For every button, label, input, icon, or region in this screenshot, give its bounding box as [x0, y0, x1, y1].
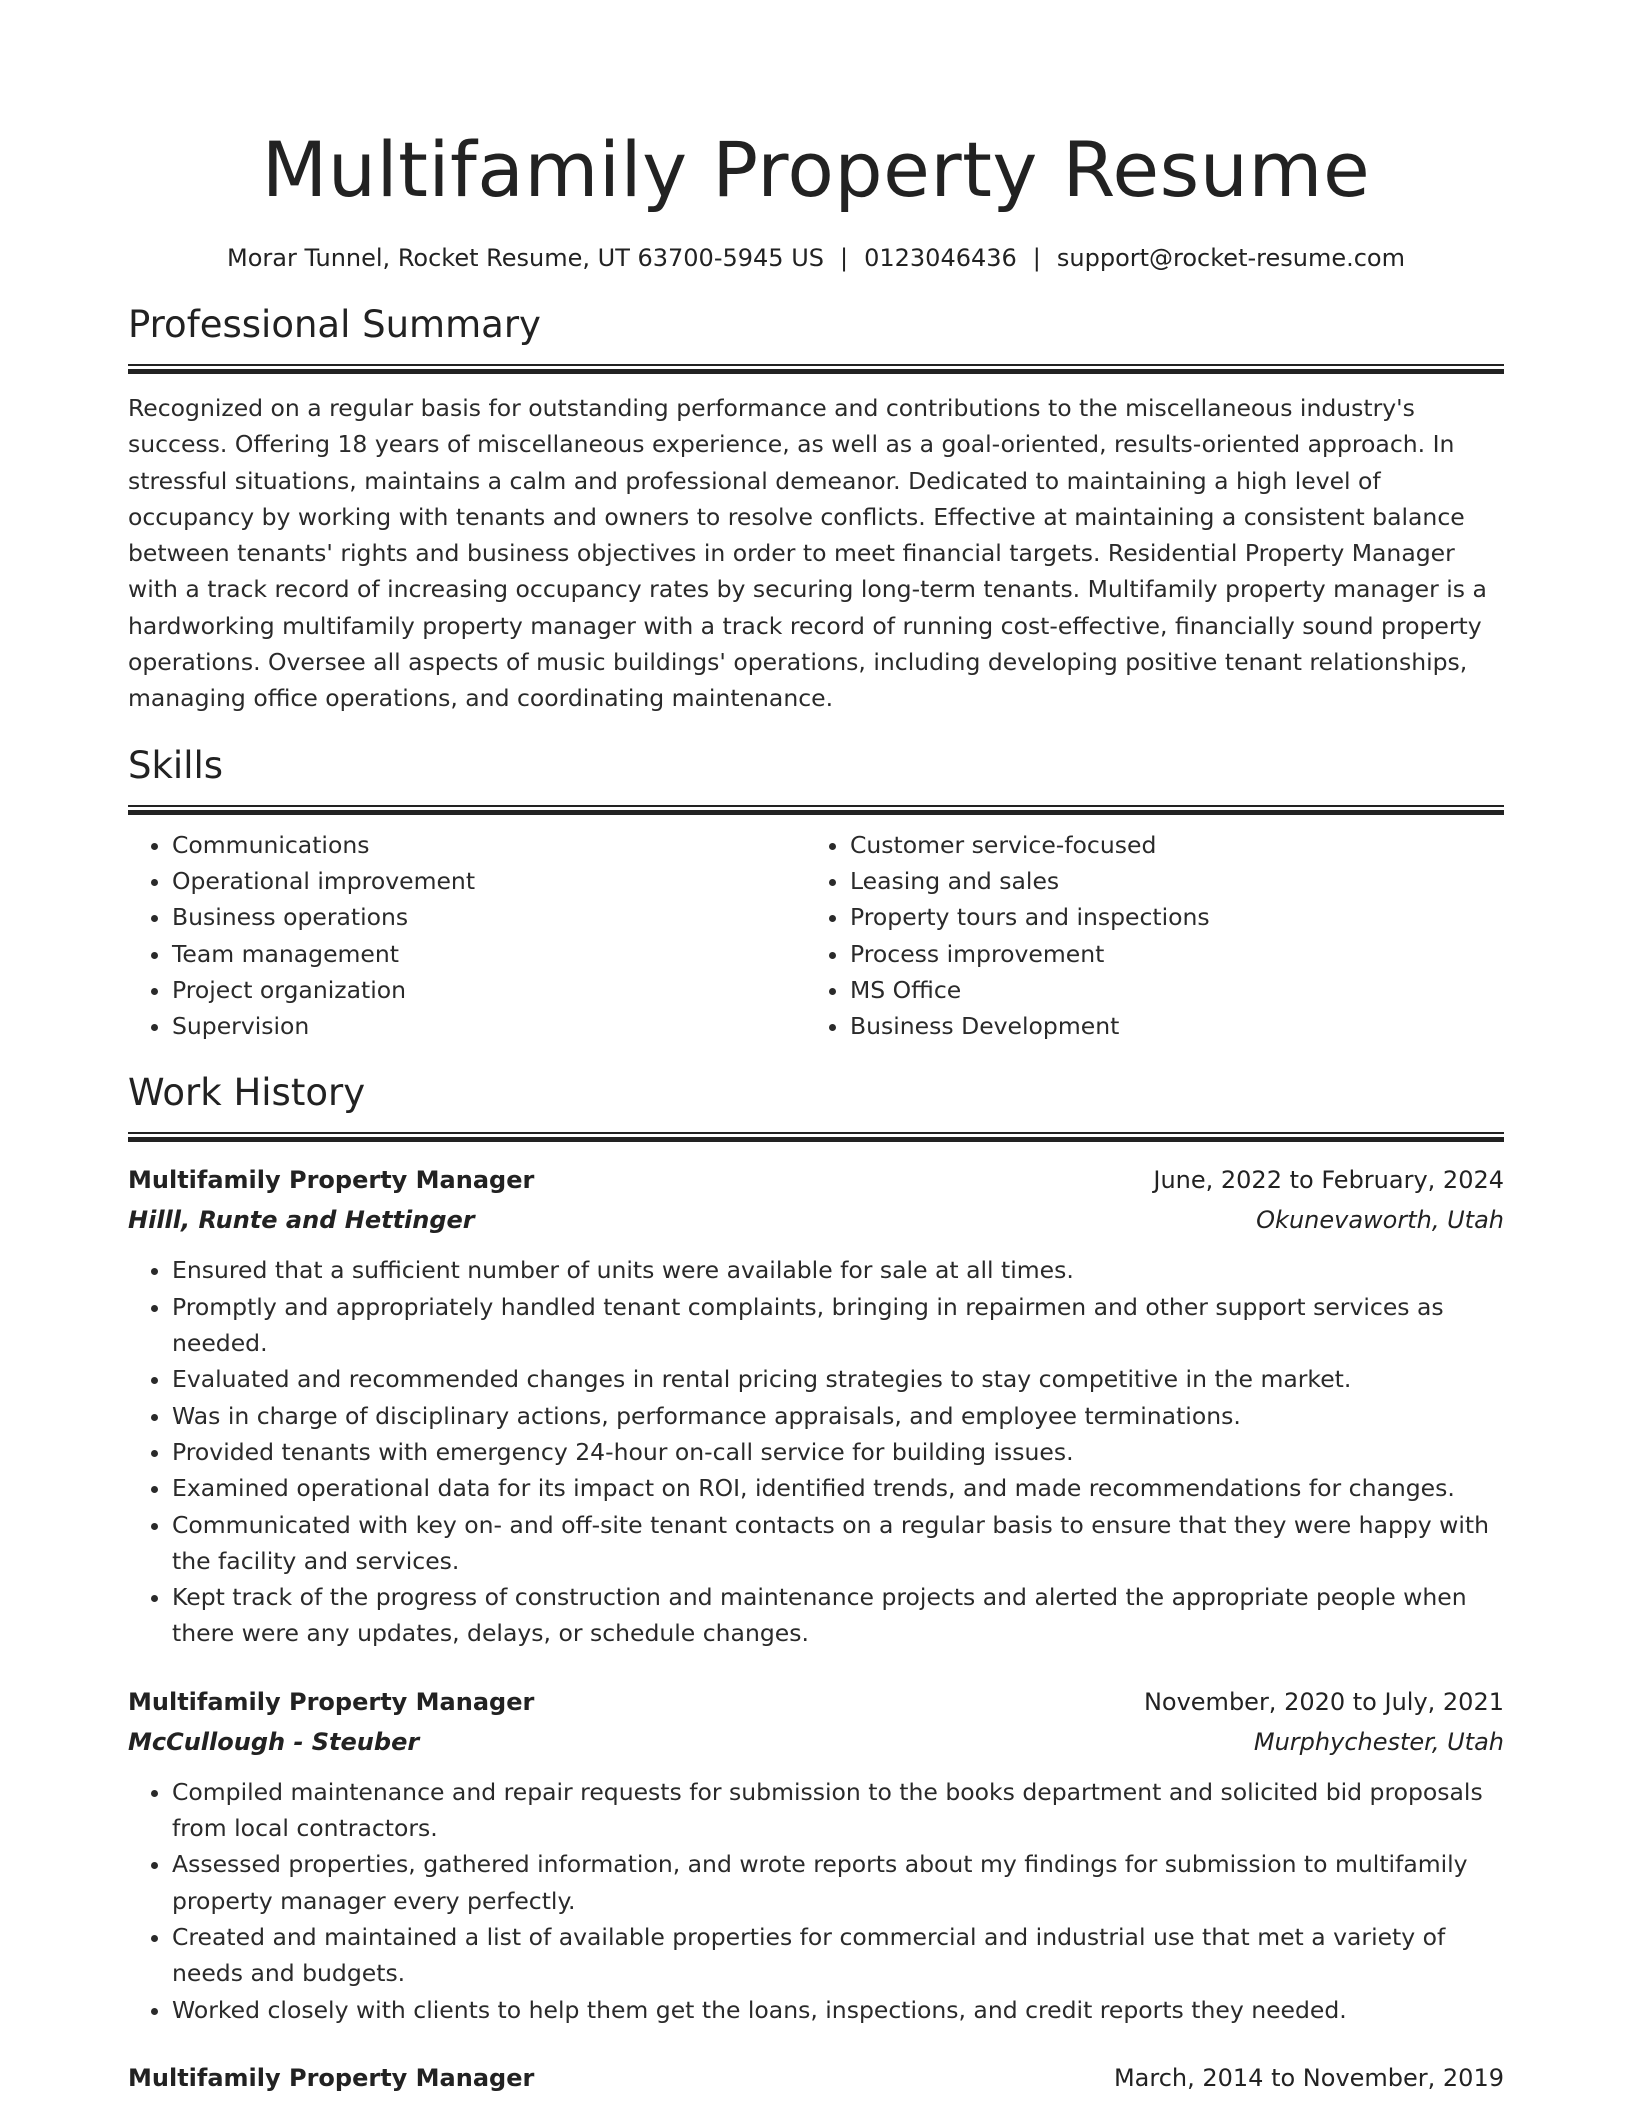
section-divider	[128, 1132, 1504, 1142]
section-title-summary: Professional Summary	[128, 303, 541, 346]
section-title-skills: Skills	[128, 743, 224, 787]
resume-title: Multifamily Property Resume	[261, 125, 1371, 214]
job-entry	[128, 1682, 1504, 2028]
skills-list-right	[806, 827, 1484, 1045]
section-title-work-history: Work History	[128, 1071, 366, 1115]
contact-separator: |	[1032, 244, 1041, 272]
duty-item: • Worked closely with clients to help them get the loans, inspections, and credit reports they needed.	[172, 1992, 1504, 2028]
work-history-section	[128, 1066, 1504, 2097]
duty-item: • Was in charge of disciplinary actions, performance appraisals, and employee terminations.	[172, 1398, 1504, 1434]
skill-item: • Process improvement	[850, 936, 1484, 972]
summary-section	[128, 298, 1504, 717]
skill-item: • Communications	[172, 827, 806, 863]
job-company: Hilll, Runte and Hettinger	[128, 1206, 475, 1235]
section-divider	[128, 805, 1504, 815]
skill-item: • Property tours and inspections	[850, 899, 1484, 935]
skill-item: • Operational improvement	[172, 863, 806, 899]
section-divider	[128, 364, 1504, 374]
job-header	[128, 2058, 1504, 2098]
job-location: Okunevaworth, Utah	[1256, 1206, 1504, 1235]
skill-item: • MS Office	[850, 972, 1484, 1008]
job-entry	[128, 1160, 1504, 1651]
skill-item: • Supervision	[172, 1008, 806, 1044]
duty-item: • Communicated with key on- and off-site tenant contacts on a regular basis to ensure that they were happy with the facility and services.	[172, 1507, 1504, 1580]
job-title: Multifamily Property Manager	[128, 1166, 535, 1195]
duty-item: • Promptly and appropriately handled tenant complaints, bringing in repairmen and other support services as needed.	[172, 1289, 1504, 1362]
duty-item: • Evaluated and recommended changes in rental pricing strategies to stay competitive in the market.	[172, 1361, 1504, 1397]
skills-columns	[128, 827, 1504, 1045]
duty-item: • Provided tenants with emergency 24-hour on-call service for building issues.	[172, 1434, 1504, 1470]
job-dates: June, 2022 to February, 2024	[1153, 1166, 1504, 1195]
duty-item: • Compiled maintenance and repair requests for submission to the books department and solicited bid proposals from local contractors.	[172, 1774, 1504, 1847]
duty-item: • Examined operational data for its impact on ROI, identified trends, and made recommendations for changes.	[172, 1470, 1504, 1506]
contact-email: support@rocket-resume.com	[1056, 244, 1405, 272]
skill-item: • Customer service-focused	[850, 827, 1484, 863]
job-duties	[128, 1774, 1504, 2028]
job-entry	[128, 2058, 1504, 2098]
duty-item: • Kept track of the progress of construction and maintenance projects and alerted the appropriate people when there were any updates, delays, or schedule changes.	[172, 1579, 1504, 1652]
contact-phone: 0123046436	[864, 244, 1017, 272]
skill-item: • Business operations	[172, 899, 806, 935]
skill-item: • Project organization	[172, 972, 806, 1008]
job-header	[128, 1160, 1504, 1200]
duty-item: • Created and maintained a list of available properties for commercial and industrial use that met a variety of needs and budgets.	[172, 1919, 1504, 1992]
skill-item: • Business Development	[850, 1008, 1484, 1044]
duty-item: • Assessed properties, gathered information, and wrote reports about my findings for submission to multifamily property manager every perfectly.	[172, 1846, 1504, 1919]
skill-item: • Leasing and sales	[850, 863, 1484, 899]
skills-section	[128, 739, 1504, 1045]
job-subheader	[128, 1722, 1504, 1762]
job-company: McCullough - Steuber	[128, 1727, 420, 1756]
contact-line	[128, 240, 1504, 276]
job-subheader	[128, 1200, 1504, 1240]
job-dates: November, 2020 to July, 2021	[1143, 1687, 1504, 1716]
job-title: Multifamily Property Manager	[128, 2063, 535, 2092]
resume-content	[128, 118, 1504, 2098]
duty-item: • Ensured that a sufficient number of units were available for sale at all times.	[172, 1252, 1504, 1288]
job-duties	[128, 1252, 1504, 1651]
job-location: Murphychester, Utah	[1253, 1727, 1504, 1756]
job-title: Multifamily Property Manager	[128, 1687, 535, 1716]
contact-address: Morar Tunnel, Rocket Resume, UT 63700-5945 US	[227, 244, 824, 272]
skill-item: • Team management	[172, 936, 806, 972]
job-header	[128, 1682, 1504, 1722]
contact-separator: |	[840, 244, 849, 272]
job-dates: March, 2014 to November, 2019	[1113, 2063, 1504, 2092]
skills-list-left	[128, 827, 806, 1045]
summary-text: Recognized on a regular basis for outstanding performance and contributions to the miscellaneous industry's success. Offering 18 years of miscellaneous experience, as well as a goal-oriented, results-oriented approach. In stressful situations, maintains a calm and professional demeanor. Dedicated to maintaining a high level of occupancy by working with tenants and owners to resolve conflicts. Effective at maintaining a consistent balance between tenants' rights and business objectives in order to meet financial targets. Residential Property Manager with a track record of increasing occupancy rates by securing long-term tenants. Multifamily property manager is a hardworking multifamily property manager with a track record of running cost-effective, financially sound property operations. Oversee all aspects of music buildings' operations, including developing positive tenant relationships, managing office operations, and coordinating maintenance.	[128, 394, 1487, 713]
